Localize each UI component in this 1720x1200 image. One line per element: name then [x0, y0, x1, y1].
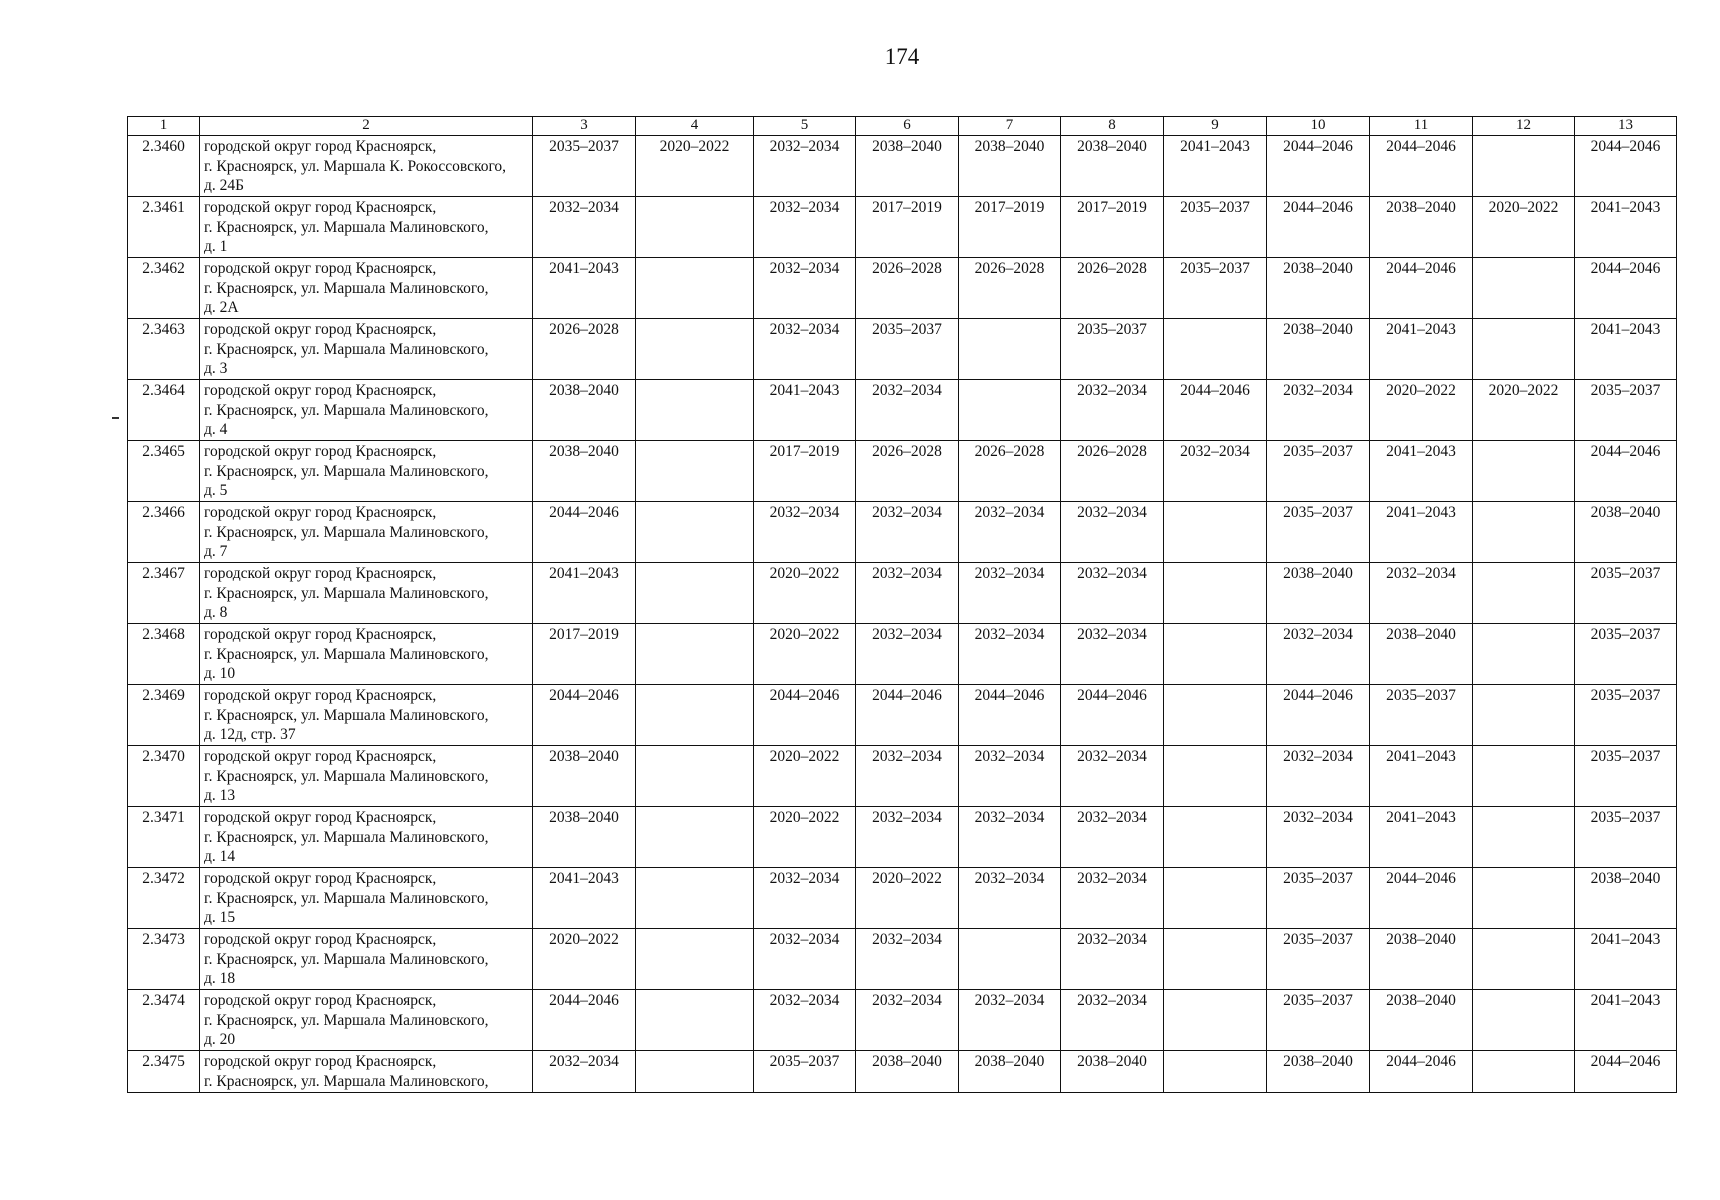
period-cell-col-13: 2035–2037: [1575, 624, 1677, 685]
column-header-1: 1: [128, 117, 200, 136]
address-line: г. Красноярск, ул. Маршала Малиновского,: [204, 523, 489, 541]
column-header-6: 6: [856, 117, 959, 136]
address-line: городской округ город Красноярск,: [204, 138, 437, 155]
period-cell-col-9: 2044–2046: [1164, 380, 1267, 441]
period-cell-col-13: 2038–2040: [1575, 502, 1677, 563]
column-header-12: 12: [1473, 117, 1575, 136]
period-cell-col-12: [1473, 502, 1575, 563]
period-cell-col-10: 2038–2040: [1267, 319, 1370, 380]
period-cell-col-13: 2035–2037: [1575, 563, 1677, 624]
period-cell-col-11: 2041–2043: [1370, 441, 1473, 502]
period-cell-col-12: [1473, 807, 1575, 868]
address-cell: [200, 136, 533, 197]
period-cell-col-9: [1164, 563, 1267, 624]
address-cell: [200, 929, 533, 990]
address-line: г. Красноярск, ул. Маршала Малиновского,: [204, 279, 489, 297]
period-cell-col-5: 2044–2046: [754, 685, 856, 746]
period-cell-col-10: 2032–2034: [1267, 380, 1370, 441]
period-cell-col-8: 2032–2034: [1061, 563, 1164, 624]
period-cell-col-11: 2044–2046: [1370, 868, 1473, 929]
period-cell-col-12: [1473, 746, 1575, 807]
period-cell-col-12: [1473, 563, 1575, 624]
period-cell-col-6: 2032–2034: [856, 624, 959, 685]
address-cell: [200, 563, 533, 624]
period-cell-col-5: 2020–2022: [754, 746, 856, 807]
period-cell-col-7: 2032–2034: [959, 624, 1061, 685]
period-cell-col-12: 2020–2022: [1473, 380, 1575, 441]
address-cell: [200, 807, 533, 868]
address-line: д. 4: [204, 421, 228, 438]
period-cell-col-13: 2035–2037: [1575, 685, 1677, 746]
period-cell-col-12: [1473, 990, 1575, 1051]
address-line: г. Красноярск, ул. Маршала Малиновского,: [204, 950, 489, 968]
address-line: городской округ город Красноярск,: [204, 260, 437, 277]
period-cell-col-8: 2026–2028: [1061, 258, 1164, 319]
address-line: городской округ город Красноярск,: [204, 748, 437, 765]
table-row: [128, 746, 1677, 807]
period-cell-col-5: 2020–2022: [754, 807, 856, 868]
column-header-11: 11: [1370, 117, 1473, 136]
period-cell-col-9: [1164, 502, 1267, 563]
period-cell-col-5: 2032–2034: [754, 868, 856, 929]
column-header-4: 4: [636, 117, 754, 136]
period-cell-col-13: 2044–2046: [1575, 258, 1677, 319]
period-cell-col-13: 2035–2037: [1575, 380, 1677, 441]
period-cell-col-9: [1164, 685, 1267, 746]
period-cell-col-5: 2032–2034: [754, 197, 856, 258]
schedule-table-container: [127, 116, 1677, 1093]
row-number-cell: 2.3475: [128, 1051, 200, 1093]
period-cell-col-8: 2032–2034: [1061, 868, 1164, 929]
period-cell-col-8: 2032–2034: [1061, 502, 1164, 563]
address-line: д. 5: [204, 482, 228, 499]
page-number: 174: [884, 44, 920, 69]
margin-mark: [112, 417, 119, 419]
period-cell-col-3: 2041–2043: [533, 563, 636, 624]
table-row: [128, 136, 1677, 197]
period-cell-col-8: 2032–2034: [1061, 807, 1164, 868]
period-cell-col-11: 2020–2022: [1370, 380, 1473, 441]
row-number-cell: 2.3466: [128, 502, 200, 563]
row-number-cell: 2.3471: [128, 807, 200, 868]
period-cell-col-5: 2020–2022: [754, 563, 856, 624]
table-row: [128, 685, 1677, 746]
table-header-row: [128, 117, 1677, 136]
period-cell-col-4: [636, 380, 754, 441]
period-cell-col-4: [636, 197, 754, 258]
period-cell-col-13: 2041–2043: [1575, 990, 1677, 1051]
table-body: [128, 136, 1677, 1093]
address-line: г. Красноярск, ул. Маршала Малиновского,: [204, 401, 489, 419]
period-cell-col-10: 2038–2040: [1267, 258, 1370, 319]
period-cell-col-3: 2044–2046: [533, 990, 636, 1051]
table-row: [128, 319, 1677, 380]
address-cell: [200, 868, 533, 929]
column-header-8: 8: [1061, 117, 1164, 136]
row-number-cell: 2.3461: [128, 197, 200, 258]
period-cell-col-10: 2032–2034: [1267, 624, 1370, 685]
period-cell-col-4: [636, 929, 754, 990]
address-line: городской округ город Красноярск,: [204, 870, 437, 887]
period-cell-col-11: 2038–2040: [1370, 929, 1473, 990]
address-line: д. 24Б: [204, 177, 245, 194]
period-cell-col-11: 2044–2046: [1370, 258, 1473, 319]
period-cell-col-5: 2032–2034: [754, 136, 856, 197]
period-cell-col-3: 2020–2022: [533, 929, 636, 990]
period-cell-col-4: [636, 990, 754, 1051]
period-cell-col-8: 2032–2034: [1061, 990, 1164, 1051]
schedule-table: [127, 116, 1677, 1093]
period-cell-col-12: [1473, 441, 1575, 502]
period-cell-col-12: [1473, 1051, 1575, 1093]
period-cell-col-6: 2038–2040: [856, 1051, 959, 1093]
period-cell-col-6: 2032–2034: [856, 746, 959, 807]
address-line: г. Красноярск, ул. Маршала Малиновского,: [204, 462, 489, 480]
address-line: д. 12д, стр. 37: [204, 726, 296, 743]
period-cell-col-6: 2035–2037: [856, 319, 959, 380]
period-cell-col-9: [1164, 807, 1267, 868]
address-line: г. Красноярск, ул. Маршала К. Рокоссовского,: [204, 157, 507, 175]
period-cell-col-11: 2044–2046: [1370, 136, 1473, 197]
address-line: г. Красноярск, ул. Маршала Малиновского,: [204, 340, 489, 358]
address-line: д. 15: [204, 909, 236, 926]
address-cell: [200, 624, 533, 685]
table-row: [128, 380, 1677, 441]
column-header-3: 3: [533, 117, 636, 136]
address-line: г. Красноярск, ул. Маршала Малиновского,: [204, 889, 489, 907]
address-cell: [200, 380, 533, 441]
address-cell: [200, 441, 533, 502]
table-row: [128, 929, 1677, 990]
period-cell-col-10: 2032–2034: [1267, 746, 1370, 807]
period-cell-col-3: 2044–2046: [533, 502, 636, 563]
address-line: городской округ город Красноярск,: [204, 1053, 437, 1070]
table-row: [128, 990, 1677, 1051]
period-cell-col-13: 2041–2043: [1575, 929, 1677, 990]
period-cell-col-3: 2038–2040: [533, 746, 636, 807]
period-cell-col-4: [636, 685, 754, 746]
row-number-cell: 2.3462: [128, 258, 200, 319]
row-number-cell: 2.3468: [128, 624, 200, 685]
address-line: городской округ город Красноярск,: [204, 931, 437, 948]
period-cell-col-3: 2032–2034: [533, 197, 636, 258]
period-cell-col-13: 2044–2046: [1575, 1051, 1677, 1093]
address-cell: [200, 746, 533, 807]
period-cell-col-6: 2032–2034: [856, 502, 959, 563]
period-cell-col-11: 2038–2040: [1370, 990, 1473, 1051]
period-cell-col-4: [636, 624, 754, 685]
address-line: городской округ город Красноярск,: [204, 504, 437, 521]
address-line: городской округ город Красноярск,: [204, 199, 437, 216]
row-number-cell: 2.3472: [128, 868, 200, 929]
period-cell-col-6: 2032–2034: [856, 929, 959, 990]
period-cell-col-12: [1473, 258, 1575, 319]
period-cell-col-4: [636, 563, 754, 624]
period-cell-col-9: 2035–2037: [1164, 258, 1267, 319]
table-row: [128, 441, 1677, 502]
period-cell-col-5: 2041–2043: [754, 380, 856, 441]
period-cell-col-8: 2038–2040: [1061, 1051, 1164, 1093]
row-number-cell: 2.3467: [128, 563, 200, 624]
table-row: [128, 197, 1677, 258]
period-cell-col-6: 2017–2019: [856, 197, 959, 258]
period-cell-col-11: 2041–2043: [1370, 502, 1473, 563]
period-cell-col-4: [636, 441, 754, 502]
period-cell-col-7: 2038–2040: [959, 1051, 1061, 1093]
period-cell-col-8: 2044–2046: [1061, 685, 1164, 746]
period-cell-col-10: 2038–2040: [1267, 1051, 1370, 1093]
period-cell-col-10: 2035–2037: [1267, 868, 1370, 929]
address-line: д. 13: [204, 787, 236, 804]
period-cell-col-6: 2032–2034: [856, 990, 959, 1051]
period-cell-col-11: 2032–2034: [1370, 563, 1473, 624]
period-cell-col-3: 2041–2043: [533, 868, 636, 929]
period-cell-col-11: 2041–2043: [1370, 319, 1473, 380]
period-cell-col-5: 2017–2019: [754, 441, 856, 502]
address-line: д. 18: [204, 970, 236, 987]
address-line: г. Красноярск, ул. Маршала Малиновского,: [204, 218, 489, 236]
period-cell-col-9: [1164, 319, 1267, 380]
period-cell-col-7: 2038–2040: [959, 136, 1061, 197]
address-line: городской округ город Красноярск,: [204, 321, 437, 338]
period-cell-col-8: 2026–2028: [1061, 441, 1164, 502]
period-cell-col-8: 2032–2034: [1061, 929, 1164, 990]
address-line: г. Красноярск, ул. Маршала Малиновского,: [204, 1011, 489, 1029]
period-cell-col-3: 2038–2040: [533, 807, 636, 868]
period-cell-col-13: 2041–2043: [1575, 197, 1677, 258]
period-cell-col-3: 2035–2037: [533, 136, 636, 197]
address-line: д. 8: [204, 604, 228, 621]
address-line: г. Красноярск, ул. Маршала Малиновского,: [204, 767, 489, 785]
period-cell-col-4: [636, 502, 754, 563]
period-cell-col-10: 2044–2046: [1267, 136, 1370, 197]
period-cell-col-12: [1473, 319, 1575, 380]
period-cell-col-8: 2032–2034: [1061, 380, 1164, 441]
address-line: д. 2А: [204, 299, 239, 316]
table-row: [128, 563, 1677, 624]
address-line: городской округ город Красноярск,: [204, 809, 437, 826]
period-cell-col-9: [1164, 868, 1267, 929]
period-cell-col-7: 2026–2028: [959, 258, 1061, 319]
period-cell-col-4: [636, 258, 754, 319]
row-number-cell: 2.3474: [128, 990, 200, 1051]
period-cell-col-11: 2041–2043: [1370, 746, 1473, 807]
period-cell-col-4: [636, 807, 754, 868]
address-line: д. 20: [204, 1031, 236, 1048]
period-cell-col-10: 2038–2040: [1267, 563, 1370, 624]
address-line: д. 3: [204, 360, 228, 377]
address-cell: [200, 258, 533, 319]
address-line: г. Красноярск, ул. Маршала Малиновского,: [204, 584, 489, 602]
period-cell-col-11: 2038–2040: [1370, 197, 1473, 258]
address-cell: [200, 502, 533, 563]
period-cell-col-7: 2017–2019: [959, 197, 1061, 258]
period-cell-col-4: [636, 1051, 754, 1093]
period-cell-col-5: 2032–2034: [754, 929, 856, 990]
column-header-7: 7: [959, 117, 1061, 136]
row-number-cell: 2.3463: [128, 319, 200, 380]
period-cell-col-7: 2032–2034: [959, 502, 1061, 563]
address-cell: [200, 685, 533, 746]
period-cell-col-6: 2038–2040: [856, 136, 959, 197]
period-cell-col-7: 2032–2034: [959, 746, 1061, 807]
address-line: г. Красноярск, ул. Маршала Малиновского,: [204, 706, 489, 724]
period-cell-col-10: 2035–2037: [1267, 502, 1370, 563]
address-line: г. Красноярск, ул. Маршала Малиновского,: [204, 1072, 489, 1090]
period-cell-col-9: 2035–2037: [1164, 197, 1267, 258]
address-line: городской округ город Красноярск,: [204, 443, 437, 460]
address-line: городской округ город Красноярск,: [204, 687, 437, 704]
period-cell-col-7: 2032–2034: [959, 868, 1061, 929]
table-row: [128, 868, 1677, 929]
period-cell-col-10: 2035–2037: [1267, 990, 1370, 1051]
row-number-cell: 2.3469: [128, 685, 200, 746]
period-cell-col-11: 2035–2037: [1370, 685, 1473, 746]
period-cell-col-12: [1473, 929, 1575, 990]
period-cell-col-11: 2041–2043: [1370, 807, 1473, 868]
address-line: д. 1: [204, 238, 228, 255]
period-cell-col-13: 2041–2043: [1575, 319, 1677, 380]
period-cell-col-3: 2032–2034: [533, 1051, 636, 1093]
period-cell-col-7: 2026–2028: [959, 441, 1061, 502]
period-cell-col-7: 2032–2034: [959, 807, 1061, 868]
period-cell-col-3: 2038–2040: [533, 380, 636, 441]
period-cell-col-12: [1473, 624, 1575, 685]
period-cell-col-5: 2032–2034: [754, 258, 856, 319]
period-cell-col-11: 2044–2046: [1370, 1051, 1473, 1093]
period-cell-col-4: [636, 746, 754, 807]
period-cell-col-4: [636, 319, 754, 380]
period-cell-col-12: 2020–2022: [1473, 197, 1575, 258]
row-number-cell: 2.3465: [128, 441, 200, 502]
table-row: [128, 807, 1677, 868]
period-cell-col-8: 2032–2034: [1061, 746, 1164, 807]
period-cell-col-6: 2044–2046: [856, 685, 959, 746]
period-cell-col-3: 2038–2040: [533, 441, 636, 502]
row-number-cell: 2.3473: [128, 929, 200, 990]
address-cell: [200, 197, 533, 258]
period-cell-col-9: [1164, 746, 1267, 807]
period-cell-col-9: 2032–2034: [1164, 441, 1267, 502]
period-cell-col-6: 2032–2034: [856, 563, 959, 624]
period-cell-col-3: 2041–2043: [533, 258, 636, 319]
period-cell-col-13: 2035–2037: [1575, 807, 1677, 868]
period-cell-col-8: 2017–2019: [1061, 197, 1164, 258]
period-cell-col-8: 2032–2034: [1061, 624, 1164, 685]
period-cell-col-6: 2026–2028: [856, 258, 959, 319]
period-cell-col-10: 2035–2037: [1267, 441, 1370, 502]
period-cell-col-7: [959, 380, 1061, 441]
period-cell-col-13: 2044–2046: [1575, 441, 1677, 502]
address-line: г. Красноярск, ул. Маршала Малиновского,: [204, 645, 489, 663]
period-cell-col-4: [636, 868, 754, 929]
period-cell-col-3: 2017–2019: [533, 624, 636, 685]
period-cell-col-6: 2032–2034: [856, 380, 959, 441]
period-cell-col-10: 2044–2046: [1267, 685, 1370, 746]
column-header-13: 13: [1575, 117, 1677, 136]
column-header-2: 2: [200, 117, 533, 136]
table-row: [128, 1051, 1677, 1093]
period-cell-col-7: [959, 319, 1061, 380]
address-cell: [200, 319, 533, 380]
period-cell-col-3: 2026–2028: [533, 319, 636, 380]
column-header-10: 10: [1267, 117, 1370, 136]
period-cell-col-3: 2044–2046: [533, 685, 636, 746]
period-cell-col-13: 2038–2040: [1575, 868, 1677, 929]
period-cell-col-13: 2035–2037: [1575, 746, 1677, 807]
period-cell-col-5: 2032–2034: [754, 319, 856, 380]
address-line: д. 10: [204, 665, 236, 682]
address-line: д. 7: [204, 543, 228, 560]
period-cell-col-6: 2020–2022: [856, 868, 959, 929]
period-cell-col-12: [1473, 136, 1575, 197]
period-cell-col-5: 2032–2034: [754, 990, 856, 1051]
address-line: г. Красноярск, ул. Маршала Малиновского,: [204, 828, 489, 846]
period-cell-col-4: 2020–2022: [636, 136, 754, 197]
period-cell-col-13: 2044–2046: [1575, 136, 1677, 197]
period-cell-col-11: 2038–2040: [1370, 624, 1473, 685]
period-cell-col-10: 2032–2034: [1267, 807, 1370, 868]
table-row: [128, 258, 1677, 319]
period-cell-col-8: 2038–2040: [1061, 136, 1164, 197]
period-cell-col-7: 2032–2034: [959, 563, 1061, 624]
period-cell-col-8: 2035–2037: [1061, 319, 1164, 380]
table-row: [128, 624, 1677, 685]
period-cell-col-7: 2032–2034: [959, 990, 1061, 1051]
period-cell-col-9: 2041–2043: [1164, 136, 1267, 197]
period-cell-col-7: [959, 929, 1061, 990]
period-cell-col-9: [1164, 624, 1267, 685]
row-number-cell: 2.3464: [128, 380, 200, 441]
period-cell-col-9: [1164, 990, 1267, 1051]
address-cell: [200, 1051, 533, 1093]
period-cell-col-5: 2020–2022: [754, 624, 856, 685]
period-cell-col-10: 2044–2046: [1267, 197, 1370, 258]
period-cell-col-12: [1473, 685, 1575, 746]
period-cell-col-9: [1164, 929, 1267, 990]
period-cell-col-12: [1473, 868, 1575, 929]
row-number-cell: 2.3460: [128, 136, 200, 197]
period-cell-col-7: 2044–2046: [959, 685, 1061, 746]
period-cell-col-9: [1164, 1051, 1267, 1093]
address-line: д. 14: [204, 848, 236, 865]
column-header-9: 9: [1164, 117, 1267, 136]
address-line: городской округ город Красноярск,: [204, 626, 437, 643]
period-cell-col-6: 2032–2034: [856, 807, 959, 868]
address-line: городской округ город Красноярск,: [204, 565, 437, 582]
column-header-5: 5: [754, 117, 856, 136]
period-cell-col-5: 2032–2034: [754, 502, 856, 563]
period-cell-col-10: 2035–2037: [1267, 929, 1370, 990]
address-cell: [200, 990, 533, 1051]
table-row: [128, 502, 1677, 563]
period-cell-col-6: 2026–2028: [856, 441, 959, 502]
address-line: городской округ город Красноярск,: [204, 992, 437, 1009]
address-line: городской округ город Красноярск,: [204, 382, 437, 399]
period-cell-col-5: 2035–2037: [754, 1051, 856, 1093]
row-number-cell: 2.3470: [128, 746, 200, 807]
